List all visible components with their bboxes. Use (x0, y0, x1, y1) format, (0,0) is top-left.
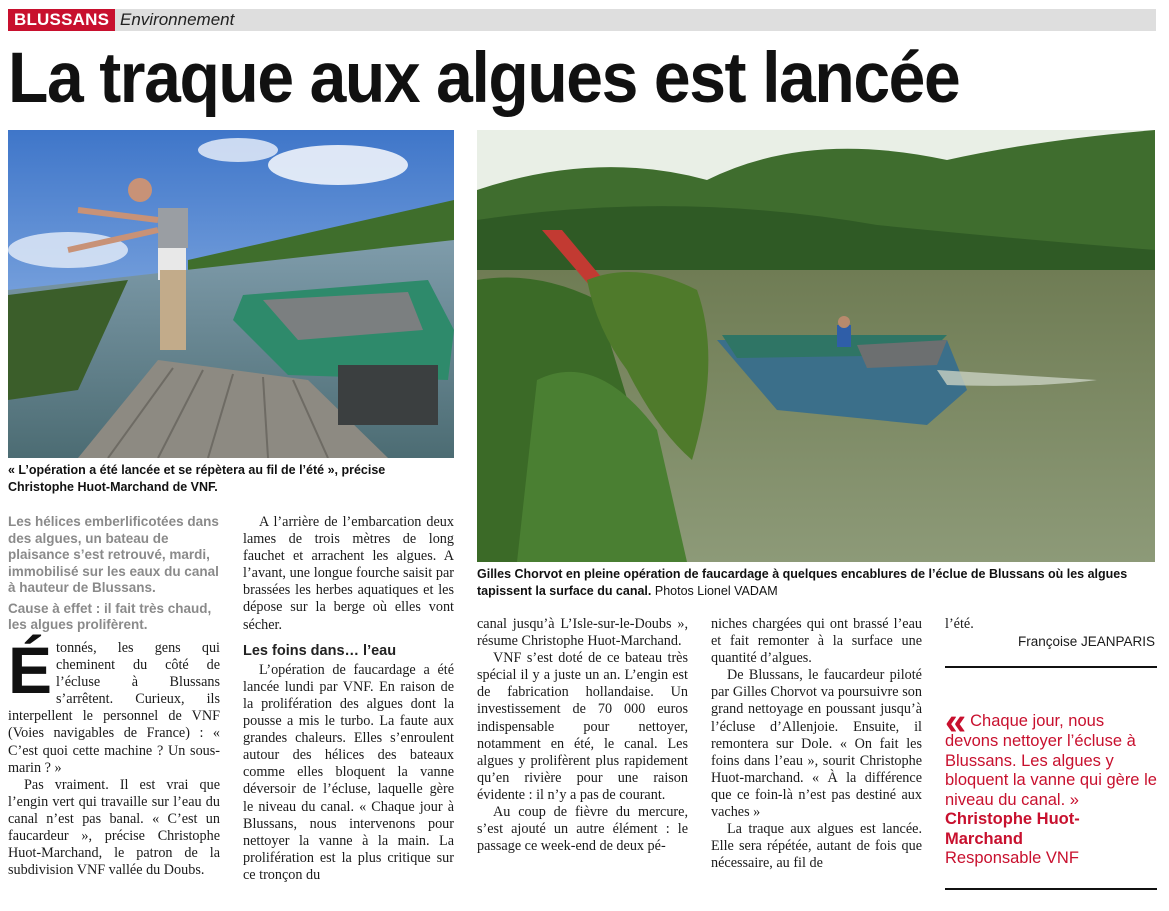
col4-paragraph-3: La traque aux algues est lancée. Elle sera répétée, autant de fois que nécessaire, au fil de (711, 821, 922, 872)
section-label: Environnement (120, 10, 235, 29)
photo-left (8, 130, 454, 458)
col3-paragraph-3: Au coup de fièvre du mercure, s’est ajouté un autre élément : le passage ce week-end de deux pé- (477, 804, 688, 855)
col1-paragraph-2: Pas vraiment. Il est vrai que l’engin vert qui travaille sur l’eau du canal n’est pas banal. « C’est un faucardeur », précise Christophe Huot-Marchand, le patron de la subdivision VNF vallée du Doubs. (8, 776, 220, 879)
body-column-3 (477, 616, 688, 855)
pullquote-rule-top (945, 666, 1157, 668)
author-byline: Françoise JEANPARIS (1017, 634, 1155, 649)
col4-paragraph-1: niches chargées qui ont brassé l’eau et fait remonter à la surface une quantité d’algues. (711, 616, 922, 667)
photo-left-caption: « L’opération a été lancée et se répètera au fil de l’été », précise Christophe Huot-Marchand de VNF. (8, 463, 386, 494)
article-lead (8, 514, 230, 638)
col4-paragraph-2: De Blussans, le faucardeur piloté par Gilles Chorvot va poursuivre son grand nettoyage en poussant jusqu’à l’écluse d’Allenjoie. Ensuite, il remontera sur Dole. « On fait les foins dans l’eau », sourit Christophe Huot-marchand. « À la différence que ce foin-là n’est pas destiné aux vaches » (711, 667, 922, 821)
col3-paragraph-1: canal jusqu’à L’Isle-sur-le-Doubs », résume Christophe Huot-Marchand. (477, 616, 688, 650)
col2-paragraph-1: A l’arrière de l’embarcation deux lames de trois mètres de long fauchet et arrachent les algues. A l’avant, une longue fourche saisit par brassées les herbes aquatiques et les dépose sur la berge où elles vont sécher. (243, 514, 454, 633)
col1-paragraph-1: tonnés, les gens qui cheminent du côté de l’écluse à Blussans s’arrêtent. Curieux, ils interpellent le personnel de VNF (Voies navigables de France) : « C’est quoi cette machine ? Un sous-marin ? » (8, 640, 220, 776)
pullquote (945, 701, 1157, 869)
quote-mark-icon: « (945, 701, 967, 743)
subheading: Les foins dans… l’eau (243, 642, 397, 659)
pullquote-rule-bottom (945, 888, 1157, 890)
photo-right-caption (477, 566, 1157, 600)
body-column-2 (243, 514, 454, 884)
pullquote-text: Chaque jour, nous devons nettoyer l’écluse à Blussans. Les algues y bloquent la vanne qui gère le niveau du canal. » (945, 712, 1157, 809)
photo-right-caption-text: Gilles Chorvot en pleine opération de faucardage à quelques encablures de l’éclue de Blussans où les algues tapissent la surface du canal. (477, 567, 1128, 598)
col3-paragraph-2: VNF s’est doté de ce bateau très spécial il y a juste un an. L’engin est de fabrication hollandaise. Un investissement de 70 000 euros indispensable pour nettoyer, notamment en été, le canal. Les algues y prolifèrent plus rapidement qu’en rivière pour une raison évidente : il n’y a pas de courant. (477, 650, 688, 803)
location-tag: BLUSSANS (8, 9, 115, 31)
pullquote-name: Christophe Huot-Marchand (945, 810, 1080, 848)
dropcap: É (8, 633, 53, 707)
body-column-4 (711, 616, 922, 872)
headline: La traque aux algues est lancée (8, 39, 960, 118)
lead-paragraph: Les hélices emberlificotées dans des algues, un bateau de plaisance s’est retrouvé, mardi, immobilisé sur les eaux du canal à hauteur de Blussans. (8, 514, 219, 595)
pullquote-role: Responsable VNF (945, 849, 1079, 867)
photo-credit: Photos Lionel VADAM (654, 584, 778, 598)
body-column-5 (945, 616, 1157, 633)
col2-paragraph-2: L’opération de faucardage a été lancée lundi par VNF. En raison de la prolifération des algues dont la pousse a mis le turbo. La faute aux grandes chaleurs. Elles s’enroulent autour des hélices des bateaux comme elles bloquent la vanne déversoir de l’écluse, laquelle gère le niveau du canal. « Chaque jour à Blussans, nous intervenons pour nettoyer la vanne à la main. La prolifération est la plus critique sur ce tronçon du (243, 661, 454, 883)
lead-subparagraph: Cause à effet : il fait très chaud, les algues prolifèrent. (8, 600, 212, 632)
col5-paragraph-1: l’été. (945, 616, 974, 632)
photo-right (477, 130, 1155, 562)
body-column-1 (8, 633, 220, 879)
